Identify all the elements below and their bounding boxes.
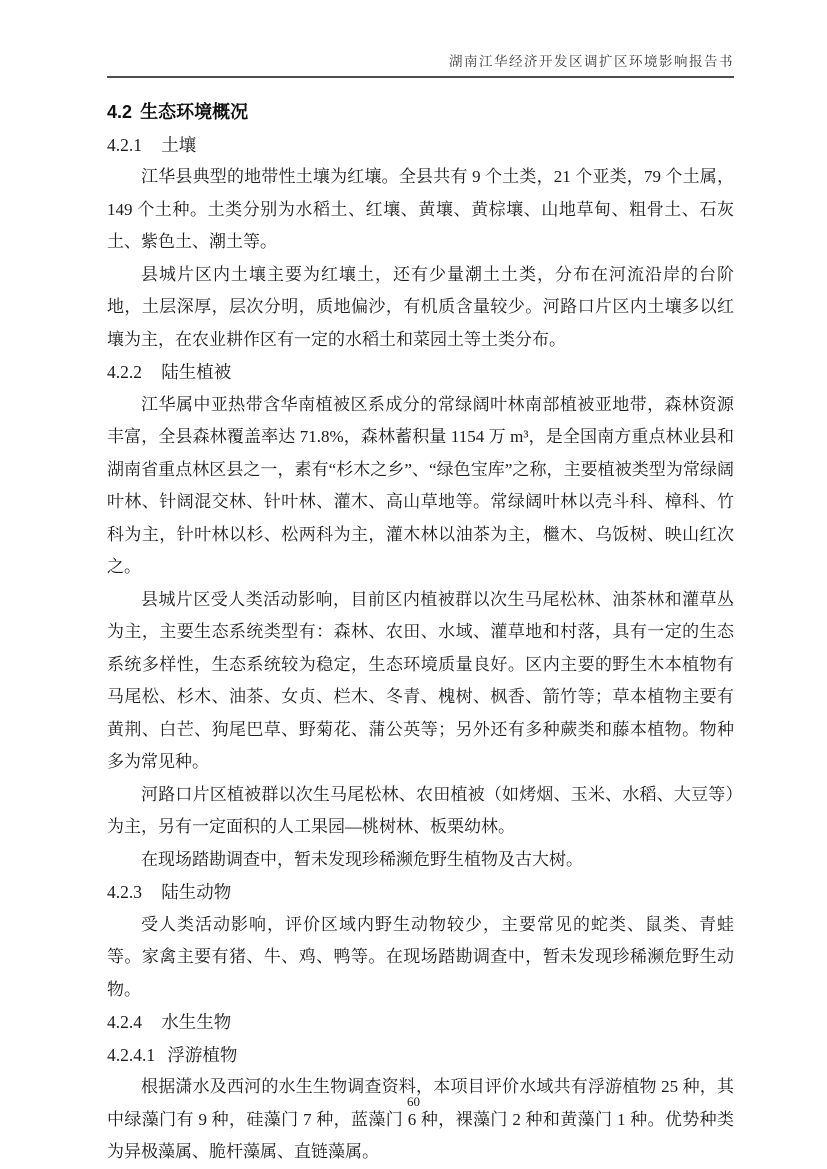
paragraph-vegetation-county: 县城片区受人类活动影响，目前区内植被群以次生马尾松林、油茶林和灌草丛为主，主要生态系统类型有：森林、农田、水域、灌草地和村落，具有一定的生态系统多样性，生态系统较为稳定，生态环境质量良好。区内主要的野生木本植物有马尾松、杉木、油茶、女贞、栏木、冬青、槐树、枫香、箭竹等；草本植物主要有黄荆、白芒、狗尾巴草、野菊花、蒲公英等；另外还有多种蕨类和藤本植物。物种多为常见种。	[107, 589, 734, 771]
section-number: 4.2.2	[107, 362, 142, 382]
section-number: 4.2.1	[107, 134, 142, 155]
section-number: 4.2	[107, 102, 133, 122]
page-footer	[0, 1094, 827, 1110]
document-body	[107, 96, 734, 1169]
section-title: 水生生物	[161, 1012, 232, 1032]
section-heading-4-2	[107, 96, 734, 129]
section-title: 土壤	[161, 134, 197, 155]
paragraph-rare-plants-survey: 在现场踏勘调查中，暂未发现珍稀濒危野生植物及古大树。	[141, 849, 583, 869]
section-heading-4-2-4	[107, 1006, 734, 1039]
section-heading-4-2-3	[107, 876, 734, 909]
section-number: 4.2.3	[107, 882, 142, 902]
section-title: 浮游植物	[167, 1044, 238, 1065]
section-heading-4-2-4-1	[107, 1039, 734, 1072]
section-number: 4.2.4.1	[107, 1044, 156, 1065]
running-header-title: 湖南江华经济开发区调扩区环境影响报告书	[449, 54, 734, 69]
section-heading-4-2-1	[107, 129, 734, 162]
section-title: 陆生植被	[161, 362, 232, 382]
section-number: 4.2.4	[107, 1012, 142, 1032]
paragraph-vegetation-overview: 江华属中亚热带含华南植被区系成分的常绿阔叶林南部植被亚地带，森林资源丰富，全县森林覆盖率达 71.8%，森林蓄积量 1154 万 m³，是全国南方重点林业县和湖南省重点林区县之一，素有“杉木之乡”、“绿色宝库”之称，主要植被类型为常绿阔叶林、针阔混交林、针叶林、灌木、高山草地等。常绿阔叶林以壳斗科、樟科、竹科为主，针叶林以杉、松两科为主，灌木林以油茶为主，檵木、乌饭树、映山红次之。	[107, 394, 734, 576]
section-title: 陆生动物	[161, 882, 232, 902]
paragraph-terrestrial-animals: 受人类活动影响，评价区域内野生动物较少，主要常见的蛇类、鼠类、青蛙等。家禽主要有猪、牛、鸡、鸭等。在现场踏勘调查中，暂未发现珍稀濒危野生动物。	[107, 914, 734, 999]
page-number: 60	[407, 1094, 420, 1109]
paragraph-phytoplankton: 根据潇水及西河的水生生物调查资料，本项目评价水域共有浮游植物 25 种，其中绿藻门有 9 种，硅藻门 7 种，蓝藻门 6 种，裸藻门 2 种和黄藻门 1 种。优势种类为异极藻属、脆杆藻属、直链藻属。	[107, 1077, 734, 1161]
paragraph-soil-distribution: 县城片区内土壤主要为红壤土，还有少量潮土土类，分布在河流沿岸的台阶地，土层深厚，层次分明，质地偏沙，有机质含量较少。河路口片区内土壤多以红壤为主，在农业耕作区有一定的水稻土和菜园土等土类分布。	[107, 264, 734, 349]
paragraph-soil-overview: 江华县典型的地带性土壤为红壤。全县共有 9 个土类，21 个亚类，79 个土属，149 个土种。土类分别为水稻土、红壤、黄壤、黄棕壤、山地草甸、粗骨土、石灰土、紫色土、潮土等。	[107, 167, 734, 251]
paragraph-vegetation-helukou: 河路口片区植被群以次生马尾松林、农田植被（如烤烟、玉米、水稻、大豆等）为主，另有一定面积的人工果园—桃树林、板栗幼林。	[107, 784, 734, 836]
page-header	[107, 0, 734, 78]
header-divider	[107, 76, 734, 78]
page-content-area	[107, 0, 734, 1169]
section-title: 生态环境概况	[140, 102, 249, 122]
section-heading-4-2-2	[107, 356, 734, 389]
